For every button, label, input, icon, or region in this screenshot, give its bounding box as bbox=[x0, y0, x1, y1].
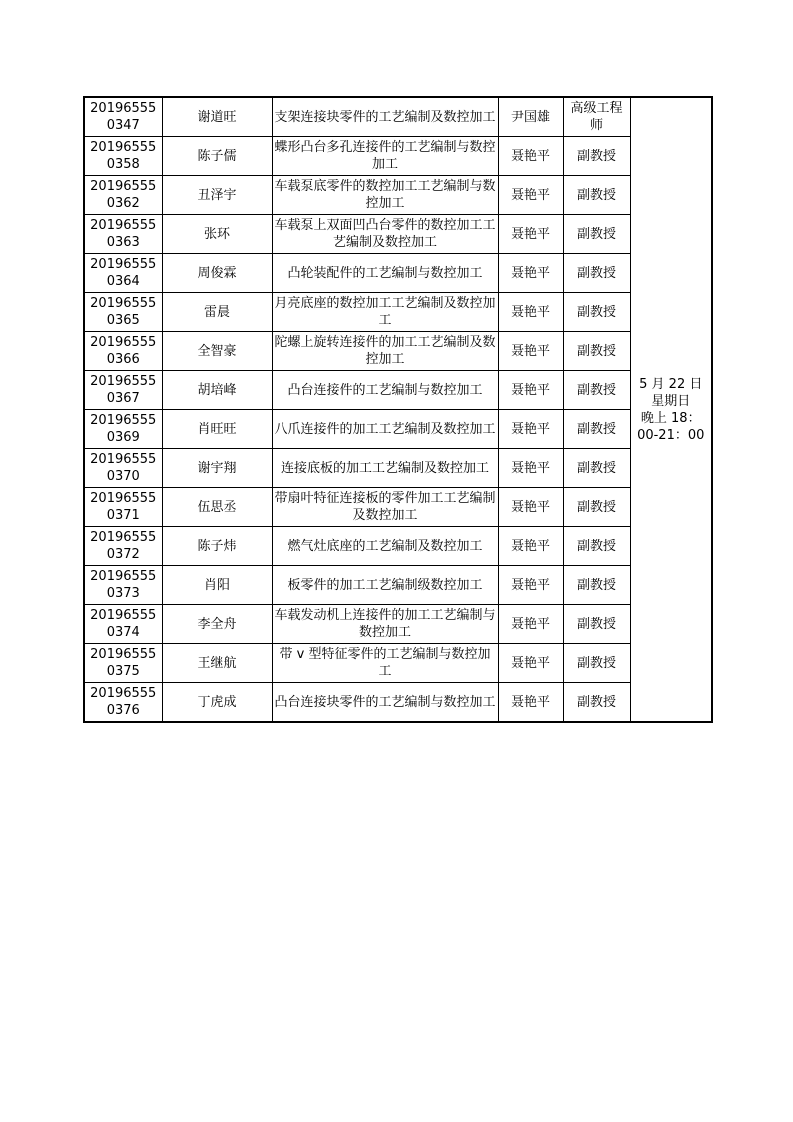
advisor-name-cell: 聂艳平 bbox=[498, 293, 563, 332]
advisor-rank-cell: 副教授 bbox=[563, 215, 630, 254]
student-id-cell bbox=[84, 449, 162, 488]
advisor-name-cell: 聂艳平 bbox=[498, 254, 563, 293]
student-name-cell: 丁虎成 bbox=[162, 683, 272, 723]
student-name-cell: 胡培峰 bbox=[162, 371, 272, 410]
student-id-cell bbox=[84, 254, 162, 293]
student-name-cell: 张环 bbox=[162, 215, 272, 254]
student-id-cell bbox=[84, 371, 162, 410]
student-id-part-2: 0375 bbox=[106, 664, 140, 679]
student-id-part-2: 0365 bbox=[106, 313, 140, 328]
defense-time-line3: 晚上 18： bbox=[640, 410, 701, 426]
advisor-rank-cell: 副教授 bbox=[563, 449, 630, 488]
table-row bbox=[84, 410, 712, 449]
advisor-rank-cell: 副教授 bbox=[563, 293, 630, 332]
defense-schedule-table bbox=[83, 96, 713, 723]
student-id-cell bbox=[84, 488, 162, 527]
table-row bbox=[84, 254, 712, 293]
student-id-part-1: 20196555 bbox=[90, 374, 157, 389]
table-row bbox=[84, 215, 712, 254]
student-id-part-1: 20196555 bbox=[90, 608, 157, 623]
student-id-cell bbox=[84, 332, 162, 371]
thesis-title-cell: 车载泵上双面凹凸台零件的数控加工工艺编制及数控加工 bbox=[272, 215, 498, 254]
student-name-cell: 丑泽宇 bbox=[162, 176, 272, 215]
advisor-name-cell: 聂艳平 bbox=[498, 137, 563, 176]
table-row bbox=[84, 332, 712, 371]
advisor-rank-cell: 副教授 bbox=[563, 176, 630, 215]
student-name-cell: 伍思丞 bbox=[162, 488, 272, 527]
advisor-rank-cell: 副教授 bbox=[563, 410, 630, 449]
student-id-part-2: 0366 bbox=[106, 352, 140, 367]
student-name-cell: 陈子炜 bbox=[162, 527, 272, 566]
defense-time-line1: 5 月 22 日 bbox=[639, 376, 703, 392]
advisor-name-cell: 聂艳平 bbox=[498, 176, 563, 215]
advisor-rank-cell: 副教授 bbox=[563, 254, 630, 293]
thesis-title-cell: 燃气灶底座的工艺编制及数控加工 bbox=[272, 527, 498, 566]
student-name-cell: 谢宇翔 bbox=[162, 449, 272, 488]
student-id-cell bbox=[84, 176, 162, 215]
student-id-cell bbox=[84, 605, 162, 644]
advisor-rank-cell: 副教授 bbox=[563, 566, 630, 605]
student-id-part-1: 20196555 bbox=[90, 101, 157, 116]
table-row bbox=[84, 371, 712, 410]
table-row bbox=[84, 137, 712, 176]
table-row bbox=[84, 293, 712, 332]
table-row bbox=[84, 644, 712, 683]
thesis-title-cell: 陀螺上旋转连接件的加工工艺编制及数控加工 bbox=[272, 332, 498, 371]
thesis-title-cell: 车载发动机上连接件的加工工艺编制与数控加工 bbox=[272, 605, 498, 644]
student-id-cell bbox=[84, 293, 162, 332]
defense-schedule-sheet bbox=[83, 96, 711, 723]
table-row bbox=[84, 566, 712, 605]
student-id-part-1: 20196555 bbox=[90, 491, 157, 506]
table-row bbox=[84, 176, 712, 215]
student-name-cell: 肖阳 bbox=[162, 566, 272, 605]
table-row bbox=[84, 605, 712, 644]
thesis-title-cell: 八爪连接件的加工工艺编制及数控加工 bbox=[272, 410, 498, 449]
student-id-part-2: 0376 bbox=[106, 703, 140, 718]
advisor-rank-cell: 副教授 bbox=[563, 137, 630, 176]
student-id-part-1: 20196555 bbox=[90, 257, 157, 272]
advisor-name-cell: 聂艳平 bbox=[498, 566, 563, 605]
student-id-part-1: 20196555 bbox=[90, 686, 157, 701]
advisor-name-cell: 聂艳平 bbox=[498, 371, 563, 410]
student-id-part-1: 20196555 bbox=[90, 569, 157, 584]
student-id-part-2: 0362 bbox=[106, 196, 140, 211]
advisor-rank-cell: 副教授 bbox=[563, 488, 630, 527]
student-id-cell bbox=[84, 97, 162, 137]
thesis-title-cell: 带扇叶特征连接板的零件加工工艺编制及数控加工 bbox=[272, 488, 498, 527]
advisor-rank-cell: 副教授 bbox=[563, 644, 630, 683]
advisor-rank-cell: 副教授 bbox=[563, 527, 630, 566]
student-name-cell: 全智豪 bbox=[162, 332, 272, 371]
student-id-part-1: 20196555 bbox=[90, 335, 157, 350]
student-id-part-2: 0369 bbox=[106, 430, 140, 445]
advisor-name-cell: 聂艳平 bbox=[498, 449, 563, 488]
student-id-cell bbox=[84, 137, 162, 176]
thesis-title-cell: 板零件的加工工艺编制级数控加工 bbox=[272, 566, 498, 605]
student-id-part-1: 20196555 bbox=[90, 179, 157, 194]
advisor-name-cell: 聂艳平 bbox=[498, 215, 563, 254]
advisor-rank-cell: 副教授 bbox=[563, 371, 630, 410]
student-id-part-2: 0363 bbox=[106, 235, 140, 250]
table-row bbox=[84, 527, 712, 566]
student-name-cell: 雷晨 bbox=[162, 293, 272, 332]
student-id-part-1: 20196555 bbox=[90, 530, 157, 545]
advisor-name-cell: 聂艳平 bbox=[498, 644, 563, 683]
defense-time-line2: 星期日 bbox=[651, 393, 691, 409]
advisor-name-cell: 聂艳平 bbox=[498, 488, 563, 527]
student-id-part-2: 0373 bbox=[106, 586, 140, 601]
advisor-name-cell: 聂艳平 bbox=[498, 527, 563, 566]
schedule-body bbox=[84, 97, 712, 722]
table-row bbox=[84, 683, 712, 723]
defense-time-cell bbox=[630, 97, 712, 722]
student-name-cell: 肖旺旺 bbox=[162, 410, 272, 449]
student-id-cell bbox=[84, 566, 162, 605]
thesis-title-cell: 月亮底座的数控加工工艺编制及数控加工 bbox=[272, 293, 498, 332]
student-id-part-2: 0374 bbox=[106, 625, 140, 640]
advisor-name-cell: 聂艳平 bbox=[498, 605, 563, 644]
student-id-part-2: 0371 bbox=[106, 508, 140, 523]
table-row bbox=[84, 488, 712, 527]
student-id-part-1: 20196555 bbox=[90, 296, 157, 311]
advisor-rank-cell: 副教授 bbox=[563, 683, 630, 723]
thesis-title-cell: 带 v 型特征零件的工艺编制与数控加工 bbox=[272, 644, 498, 683]
student-name-cell: 李全舟 bbox=[162, 605, 272, 644]
student-id-cell bbox=[84, 215, 162, 254]
advisor-name-cell: 聂艳平 bbox=[498, 332, 563, 371]
student-name-cell: 谢道旺 bbox=[162, 97, 272, 137]
student-id-cell bbox=[84, 683, 162, 723]
student-id-cell bbox=[84, 644, 162, 683]
student-id-part-2: 0347 bbox=[106, 118, 140, 133]
student-id-part-2: 0358 bbox=[106, 157, 140, 172]
thesis-title-cell: 凸台连接块零件的工艺编制与数控加工 bbox=[272, 683, 498, 723]
student-id-part-1: 20196555 bbox=[90, 647, 157, 662]
student-id-part-1: 20196555 bbox=[90, 452, 157, 467]
thesis-title-cell: 车载泵底零件的数控加工工艺编制与数控加工 bbox=[272, 176, 498, 215]
student-id-part-2: 0367 bbox=[106, 391, 140, 406]
student-id-part-1: 20196555 bbox=[90, 140, 157, 155]
student-name-cell: 王继航 bbox=[162, 644, 272, 683]
student-id-cell bbox=[84, 527, 162, 566]
advisor-name-cell: 尹国雄 bbox=[498, 97, 563, 137]
student-id-part-2: 0372 bbox=[106, 547, 140, 562]
advisor-rank-cell: 高级工程师 bbox=[563, 97, 630, 137]
student-id-part-1: 20196555 bbox=[90, 413, 157, 428]
student-id-part-2: 0370 bbox=[106, 469, 140, 484]
thesis-title-cell: 连接底板的加工工艺编制及数控加工 bbox=[272, 449, 498, 488]
student-id-cell bbox=[84, 410, 162, 449]
thesis-title-cell: 凸轮装配件的工艺编制与数控加工 bbox=[272, 254, 498, 293]
student-name-cell: 陈子儒 bbox=[162, 137, 272, 176]
thesis-title-cell: 凸台连接件的工艺编制与数控加工 bbox=[272, 371, 498, 410]
student-id-part-2: 0364 bbox=[106, 274, 140, 289]
thesis-title-cell: 支架连接块零件的工艺编制及数控加工 bbox=[272, 97, 498, 137]
advisor-name-cell: 聂艳平 bbox=[498, 410, 563, 449]
thesis-title-cell: 蝶形凸台多孔连接件的工艺编制与数控加工 bbox=[272, 137, 498, 176]
advisor-name-cell: 聂艳平 bbox=[498, 683, 563, 723]
table-row bbox=[84, 449, 712, 488]
advisor-rank-cell: 副教授 bbox=[563, 605, 630, 644]
table-row bbox=[84, 97, 712, 137]
advisor-rank-cell: 副教授 bbox=[563, 332, 630, 371]
defense-time-line4: 00-21：00 bbox=[637, 427, 705, 443]
student-name-cell: 周俊霖 bbox=[162, 254, 272, 293]
student-id-part-1: 20196555 bbox=[90, 218, 157, 233]
